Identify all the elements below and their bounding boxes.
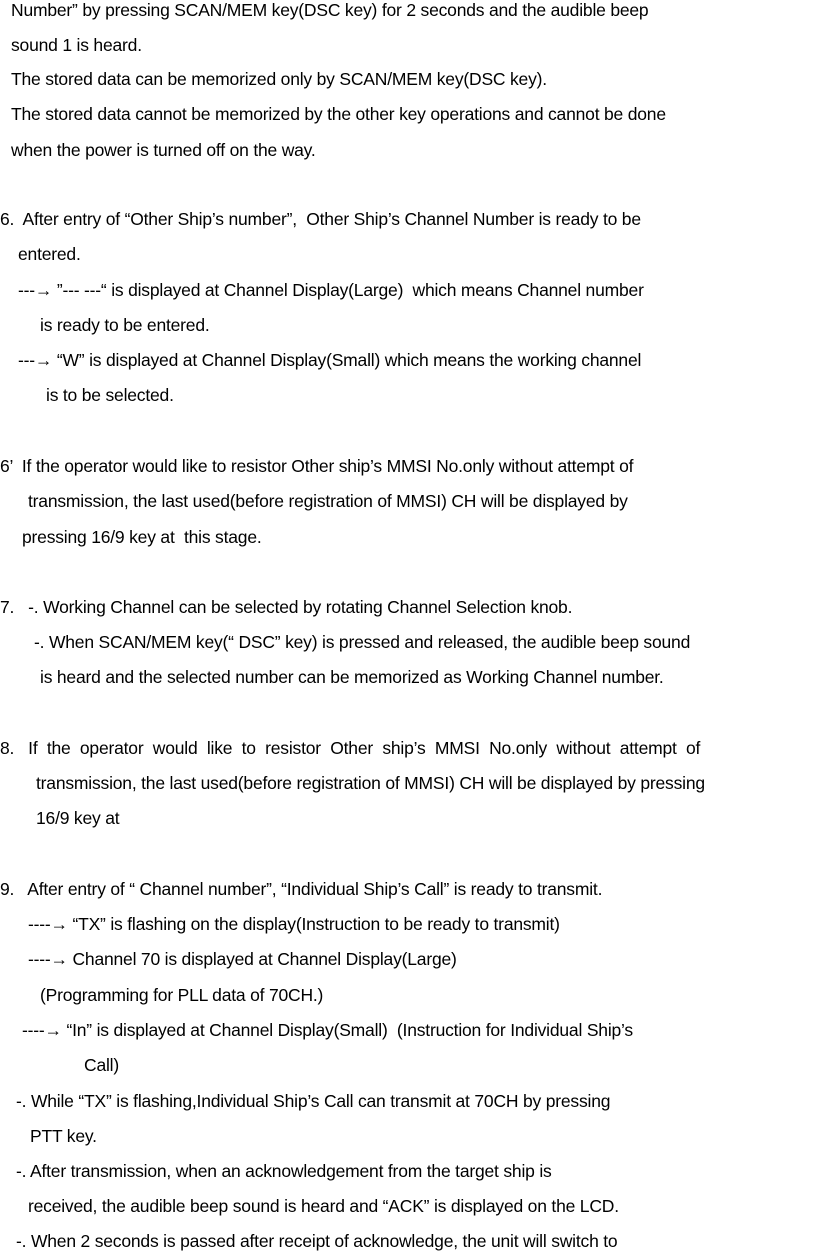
text-line: ----→ “In” is displayed at Channel Display(Small) (Instruction for Individual Ship’s <box>22 1020 633 1040</box>
text-line: ---→ “W” is displayed at Channel Display(Small) which means the working channel <box>18 350 642 370</box>
text-line: -. After transmission, when an acknowledgement from the target ship is <box>16 1161 552 1181</box>
text-line: Call) <box>84 1055 119 1075</box>
text-line: The stored data cannot be memorized by the other key operations and cannot be done <box>11 104 666 124</box>
text-line: entered. <box>18 244 81 264</box>
text-line: 8. If the operator would like to resistor Other ship’s MMSI No.only without attempt of <box>0 738 701 758</box>
text-line: PTT key. <box>30 1126 97 1146</box>
text-line: Number” by pressing SCAN/MEM key(DSC key) for 2 seconds and the audible beep <box>11 0 649 20</box>
text-line: sound 1 is heard. <box>11 35 142 55</box>
text-line: -. When 2 seconds is passed after receipt of acknowledge, the unit will switch to <box>16 1231 618 1251</box>
text-line: 6’ If the operator would like to resistor Other ship’s MMSI No.only without attempt of <box>0 456 634 476</box>
text-line: transmission, the last used(before registration of MMSI) CH will be displayed by pressing <box>36 773 705 793</box>
text-line: ----→ “TX” is flashing on the display(Instruction to be ready to transmit) <box>28 914 560 934</box>
text-line: 7. -. Working Channel can be selected by rotating Channel Selection knob. <box>0 597 573 617</box>
text-line: The stored data can be memorized only by SCAN/MEM key(DSC key). <box>11 69 547 89</box>
text-line: transmission, the last used(before registration of MMSI) CH will be displayed by <box>28 491 628 511</box>
text-line: is ready to be entered. <box>40 315 210 335</box>
text-line: -. While “TX” is flashing,Individual Ship’s Call can transmit at 70CH by pressing <box>16 1091 611 1111</box>
text-line: 6. After entry of “Other Ship’s number”, Other Ship’s Channel Number is ready to be <box>0 209 641 229</box>
text-line: 16/9 key at <box>36 808 120 828</box>
text-line: when the power is turned off on the way. <box>11 140 316 160</box>
text-line: received, the audible beep sound is heard and “ACK” is displayed on the LCD. <box>28 1196 619 1216</box>
text-line: is heard and the selected number can be memorized as Working Channel number. <box>40 667 664 687</box>
text-line: ----→ Channel 70 is displayed at Channel Display(Large) <box>28 949 457 969</box>
text-line: -. When SCAN/MEM key(“ DSC” key) is pressed and released, the audible beep sound <box>34 632 691 652</box>
text-line: 9. After entry of “ Channel number”, “Individual Ship’s Call” is ready to transmit. <box>0 879 603 899</box>
text-line: pressing 16/9 key at this stage. <box>22 527 262 547</box>
text-line: is to be selected. <box>46 385 174 405</box>
text-line: (Programming for PLL data of 70CH.) <box>40 985 324 1005</box>
text-line: ---→ ”--- ---“ is displayed at Channel Display(Large) which means Channel number <box>18 280 644 300</box>
